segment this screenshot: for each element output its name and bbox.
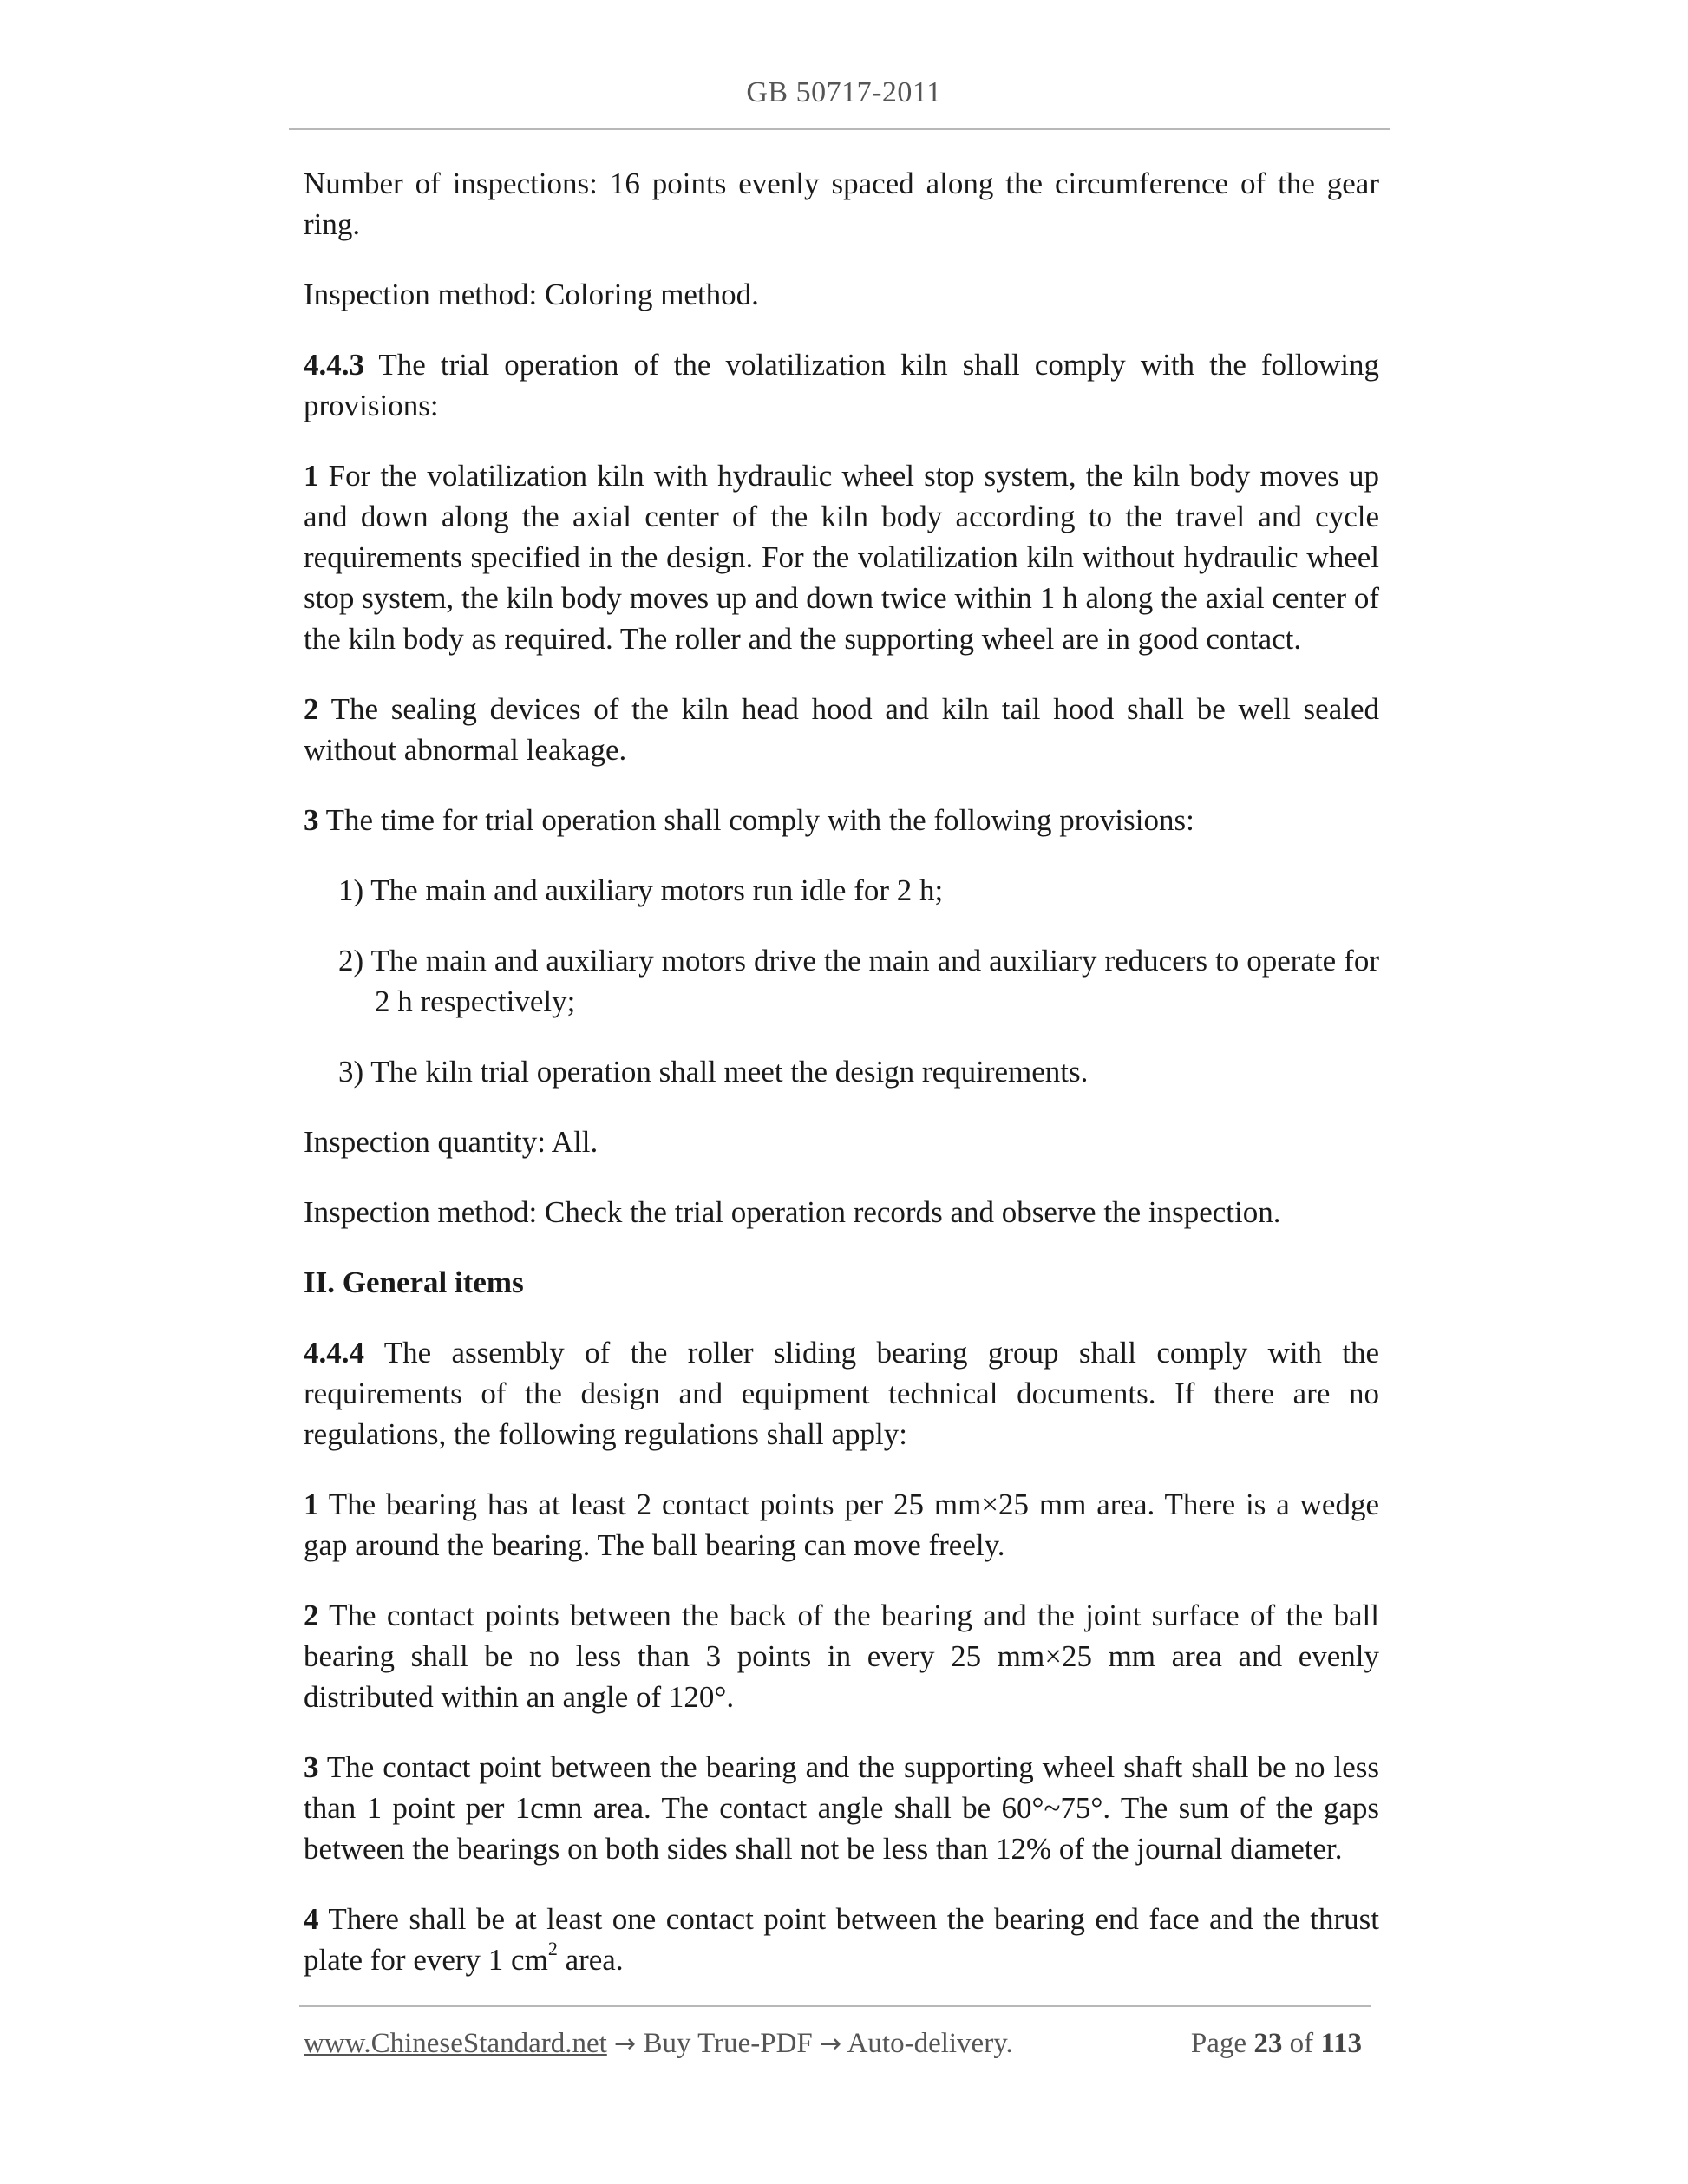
of-label: of <box>1282 2028 1321 2059</box>
item-text-tail: area. <box>557 1943 624 1977</box>
clause-text: The trial operation of the volatilization kiln shall comply with the following provisions: <box>304 348 1379 422</box>
bearing-item-4 <box>304 1899 1379 1980</box>
item-1 <box>304 455 1379 659</box>
paragraph-inspection-quantity: Inspection quantity: All. <box>304 1125 599 1159</box>
clause-4-4-3 <box>304 344 1379 426</box>
sub-item-1: 1) The main and auxiliary motors run idle for 2 h; <box>338 873 944 907</box>
clause-4-4-4 <box>304 1332 1379 1455</box>
document-body <box>304 163 1379 2010</box>
item-2 <box>304 689 1379 770</box>
footer-promo <box>304 2028 1013 2060</box>
header-divider <box>289 128 1390 130</box>
superscript: 2 <box>547 1938 558 1960</box>
item-number: 3 <box>304 1750 319 1784</box>
footer-divider <box>299 2005 1371 2007</box>
page-indicator <box>1191 2028 1362 2060</box>
item-text: The contact points between the back of the bearing and the joint surface of the ball bearing shall be no less than 3 points in every 25 mm×25 mm area and evenly distributed within an angle of 120°. <box>304 1599 1379 1714</box>
item-text: The time for trial operation shall comply with the following provisions: <box>318 803 1194 837</box>
section-heading: II. General items <box>304 1265 524 1299</box>
paragraph-inspection-method-2: Inspection method: Check the trial operation records and observe the inspection. <box>304 1195 1281 1229</box>
sub-item-2: 2) The main and auxiliary motors drive the main and auxiliary reducers to operate for 2 h respectively; <box>338 944 1379 1018</box>
item-text: The bearing has at least 2 contact points per 25 mm×25 mm area. There is a wedge gap around the bearing. The ball bearing can move freely. <box>304 1488 1379 1562</box>
page-number: 23 <box>1253 2028 1283 2059</box>
bearing-item-3 <box>304 1747 1379 1869</box>
item-text: The contact point between the bearing and the supporting wheel shaft shall be no less than 1 point per 1cmn area. The contact angle shall be 60°~75°. The sum of the gaps between the bearings on both sides shall not be less than 12% of the journal diameter. <box>304 1750 1379 1866</box>
item-number: 1 <box>304 1488 319 1521</box>
sub-item-3: 3) The kiln trial operation shall meet the design requirements. <box>338 1055 1089 1089</box>
item-text: The sealing devices of the kiln head hood and kiln tail hood shall be well sealed without abnormal leakage. <box>304 692 1379 767</box>
total-pages: 113 <box>1320 2028 1362 2059</box>
item-3 <box>304 800 1379 840</box>
item-number: 4 <box>304 1902 319 1936</box>
paragraph-inspection-method: Inspection method: Coloring method. <box>304 278 759 311</box>
bearing-item-2 <box>304 1595 1379 1717</box>
paragraph-inspection-count: Number of inspections: 16 points evenly spaced along the circumference of the gear ring. <box>304 167 1379 241</box>
standard-code-header: GB 50717-2011 <box>746 76 942 108</box>
item-number: 2 <box>304 692 319 726</box>
item-text: There shall be at least one contact point between the bearing end face and the thrust plate for every 1 cm <box>304 1902 1379 1977</box>
item-number: 1 <box>304 459 319 493</box>
item-text: For the volatilization kiln with hydraulic wheel stop system, the kiln body moves up and down along the axial center of the kiln body according to the travel and cycle requirements specified in the design. For the volatilization kiln without hydraulic wheel stop system, the kiln body moves up and down twice within 1 h along the axial center of the kiln body as required. The roller and the supporting wheel are in good contact. <box>304 459 1379 656</box>
arrow-right-icon: → <box>614 2029 637 2059</box>
item-number: 3 <box>304 803 319 837</box>
arrow-right-icon: → <box>820 2029 842 2059</box>
clause-text: The assembly of the roller sliding bearing group shall comply with the requirements of the design and equipment technical documents. If there are no regulations, the following regulations shall apply: <box>304 1336 1379 1451</box>
bearing-item-1 <box>304 1484 1379 1566</box>
delivery-text: Auto-delivery. <box>841 2028 1013 2059</box>
clause-number: 4.4.3 <box>304 348 364 382</box>
buy-text: Buy True-PDF <box>636 2028 821 2059</box>
page-label: Page <box>1190 2028 1254 2059</box>
website-link[interactable]: www.ChineseStandard.net <box>304 2028 607 2059</box>
item-number: 2 <box>304 1599 319 1632</box>
clause-number: 4.4.4 <box>304 1336 364 1370</box>
